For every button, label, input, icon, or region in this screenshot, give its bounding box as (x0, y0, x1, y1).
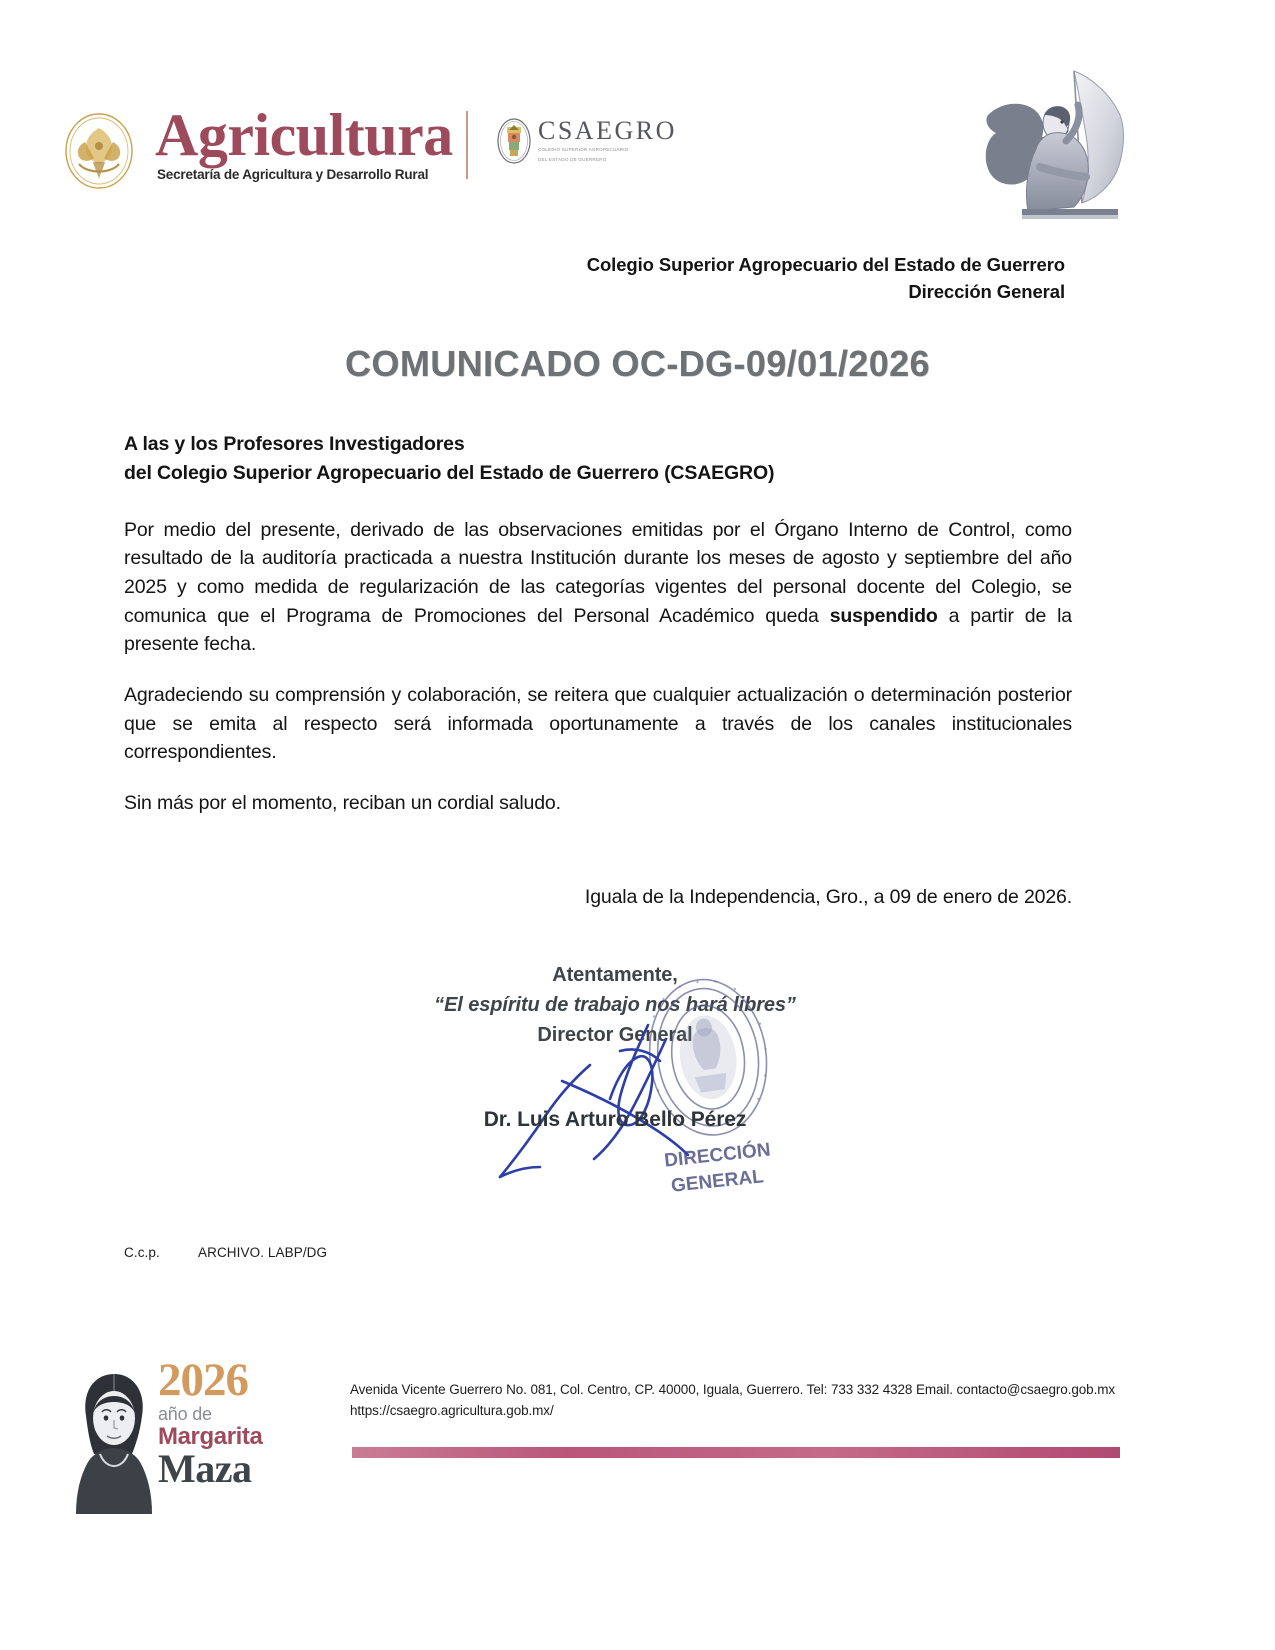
csaegro-tagline-line2: DEL ESTADO DE GUERRERO (538, 157, 607, 162)
institution-heading (587, 252, 1065, 306)
margarita-maza-2026-logo (70, 1354, 310, 1528)
document-body (124, 430, 1072, 818)
signature-attentively: Atentamente, (552, 964, 678, 986)
document-header (0, 95, 1275, 235)
margarita-maza-portrait-image (70, 1366, 155, 1516)
csaegro-acronym-text: CSAEGRO (538, 116, 677, 146)
footer-contact-info (350, 1380, 1150, 1422)
csaegro-tagline-line1: COLEGIO SUPERIOR AGROPECUARIO (538, 147, 629, 153)
institution-line-2: Dirección General (908, 280, 1065, 302)
footer-website-text: https://csaegro.agricultura.gob.mx/ (350, 1402, 554, 1418)
monument-flag-bearer-image (970, 63, 1130, 233)
ccp-label: C.c.p. (124, 1245, 160, 1260)
ccp-value: ARCHIVO. LABP/DG (198, 1245, 328, 1260)
agricultura-brand-text: Agricultura (155, 102, 453, 168)
footer-margarita-text: Margarita (158, 1422, 263, 1450)
signature-name: Dr. Luis Arturo Bello Pérez (483, 1108, 747, 1131)
paragraph-1-text-before: Por medio del presente, derivado de las observaciones emitidas por el Órgano Interno de Control, como resultado de la auditoría practicada a nuestra Institución durante los meses de agosto y septiembre del año 2025 y como medida de regularización de las categorías vigentes del personal docente del Colegio, se comunica que el Programa de Promociones del Personal Académico queda (124, 518, 1072, 627)
mexico-eagle-emblem-icon (63, 112, 135, 190)
seal-text-line-2: GENERAL (670, 1166, 765, 1197)
footer-anode-text: año de (158, 1403, 212, 1424)
footer-address-text: Avenida Vicente Guerrero No. 081, Col. Centro, CP. 40000, Iguala, Guerrero. Tel: 733 332 4328 Email. contacto@csaegro.gob.mx (350, 1382, 1116, 1397)
signature-motto: “El espíritu de trabajo nos hará libres” (434, 994, 796, 1016)
header-vertical-divider (466, 111, 468, 179)
signature-role: Director General (537, 1024, 693, 1046)
footer-accent-bar (352, 1447, 1120, 1458)
signature-block (270, 960, 960, 1050)
agricultura-wordmark (155, 102, 453, 182)
paragraph-1-emphasis-suspendido: suspendido (829, 604, 938, 627)
seal-text-line-1: DIRECCIÓN (663, 1139, 772, 1172)
agricultura-subtitle-text: Secretaría de Agricultura y Desarrollo Rural (157, 167, 429, 182)
document-title: COMUNICADO OC-DG-09/01/2026 (345, 343, 930, 384)
ccp-line (124, 1245, 327, 1260)
paragraph-1 (124, 516, 1072, 659)
csaegro-shield-icon (496, 117, 532, 165)
salutation-line-1: A las y los Profesores Investigadores (124, 433, 465, 455)
paragraph-3: Sin más por el momento, reciban un cordial saludo. (124, 791, 561, 814)
footer-year-text: 2026 (158, 1354, 248, 1406)
footer-maza-text: Maza (158, 1445, 252, 1491)
paragraph-1-text-after: a partir de la presente fecha. (124, 604, 1073, 656)
paragraph-2: Agradeciendo su comprensión y colaboración, se reitera que cualquier actualización o determinación posterior que se emita al respecto será informada oportunamente a través de los canales institucionales correspondientes. (124, 684, 1072, 764)
institution-line-1: Colegio Superior Agropecuario del Estado de Guerrero (586, 254, 1065, 275)
date-line: Iguala de la Independencia, Gro., a 09 de enero de 2026. (584, 886, 1072, 908)
csaegro-logo (496, 117, 677, 165)
salutation-line-2: del Colegio Superior Agropecuario del Estado de Guerrero (CSAEGRO) (124, 461, 775, 484)
salutation-block (124, 430, 1072, 488)
margarita-maza-caption (158, 1354, 308, 1491)
